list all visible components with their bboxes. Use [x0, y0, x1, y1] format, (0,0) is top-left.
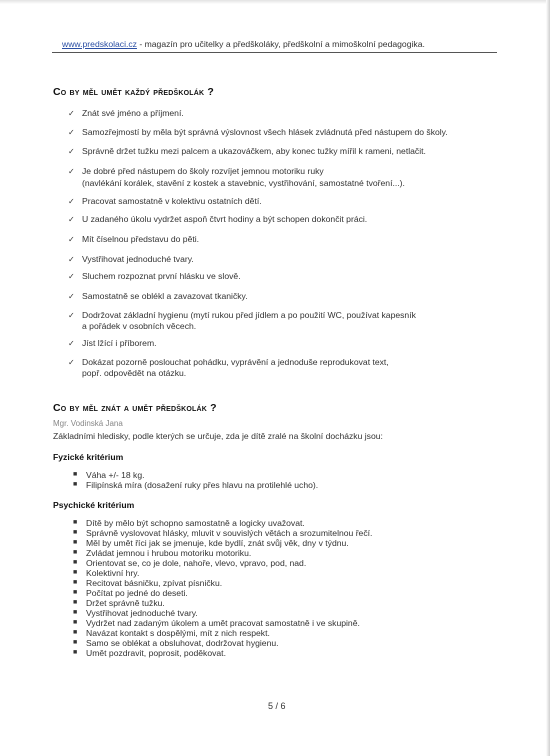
checkmark-icon: ✓ — [68, 167, 75, 176]
bullet-icon: ■ — [73, 629, 78, 636]
checkmark-icon: ✓ — [68, 255, 75, 264]
scan-edge-top — [0, 0, 550, 4]
bullet-icon: ■ — [73, 539, 78, 546]
checkmark-icon: ✓ — [68, 128, 75, 137]
page-header — [62, 39, 502, 49]
bullet-icon: ■ — [73, 481, 78, 488]
bullet-icon: ■ — [73, 559, 78, 566]
checkmark-icon: ✓ — [68, 339, 75, 348]
physical-criterion-title: Fyzické kritérium — [53, 452, 124, 462]
header-tagline: - magazín pro učitelky a předškoláky, předškolní a mimoškolní pedagogika. — [136, 39, 425, 49]
checkmark-icon: ✓ — [68, 311, 75, 320]
bullet-icon: ■ — [73, 549, 78, 556]
checkmark-icon: ✓ — [68, 109, 75, 118]
author: Mgr. Vodinská Jana — [53, 419, 123, 428]
bullet-icon: ■ — [73, 649, 78, 656]
bullet-icon: ■ — [73, 529, 78, 536]
intro-text: Základními hledisky, podle kterých se určuje, zda je dítě zralé na školní docházku jsou: — [53, 431, 383, 441]
section2-title: Co by měl znát a umět předškolák ? — [53, 402, 217, 414]
header-site-link[interactable]: www.predskolaci.cz — [62, 39, 137, 49]
section1-title: Co by měl umět každý předškolák ? — [53, 86, 214, 98]
checkmark-icon: ✓ — [68, 147, 75, 156]
bullet-icon: ■ — [73, 619, 78, 626]
checkmark-icon: ✓ — [68, 197, 75, 206]
bullet-icon: ■ — [73, 519, 78, 526]
bullet-icon: ■ — [73, 579, 78, 586]
page-number: 5 / 6 — [268, 701, 286, 711]
checkmark-icon: ✓ — [68, 358, 75, 367]
psychic-criterion-title: Psychické kritérium — [53, 500, 135, 510]
checkmark-icon: ✓ — [68, 215, 75, 224]
bullet-icon: ■ — [73, 589, 78, 596]
bullet-icon: ■ — [73, 599, 78, 606]
checkmark-icon: ✓ — [68, 272, 75, 281]
bullet-icon: ■ — [73, 569, 78, 576]
scan-edge-right — [546, 0, 550, 756]
header-divider — [52, 52, 497, 53]
bullet-icon: ■ — [73, 639, 78, 646]
checkmark-icon: ✓ — [68, 235, 75, 244]
checkmark-icon: ✓ — [68, 292, 75, 301]
bullet-icon: ■ — [73, 609, 78, 616]
bullet-icon: ■ — [73, 471, 78, 478]
